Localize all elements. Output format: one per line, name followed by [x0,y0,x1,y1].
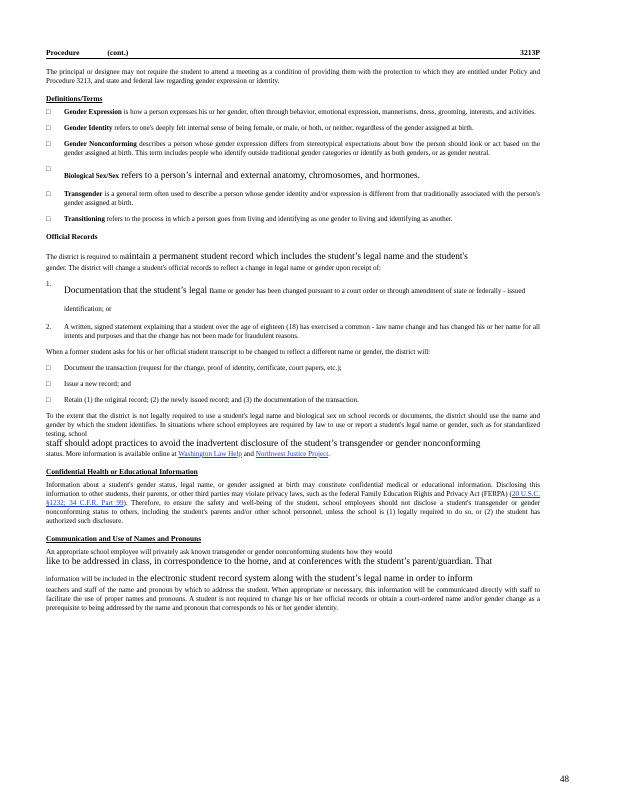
checkbox-bullet-icon: □ [46,364,51,372]
header-procedure: Procedure [46,48,80,57]
official-records-paragraph: The district is required to maintain a permanent student record which includes the student’s legal name and the student's gender. The district will change a student's official records to reflect a change in legal name or gender upon receipt of: [46,252,468,272]
checkbox-bullet-icon: □ [46,108,51,116]
definition-term: Gender Expression [64,108,122,116]
checkbox-bullet-icon: □ [46,165,51,173]
checkbox-bullet-icon: □ [46,215,51,223]
former-student-paragraph: When a former student asks for his or her official student transcript to be changed to reflect a different name or gender, the district will: [46,348,431,356]
document-page [46,48,540,613]
definition-item [46,190,540,208]
numbered-item: 1. Documentation that the student’s legal name or gender has been changed pursuant to a court order or through amendment of state or federally - issued identification; or [46,280,526,313]
page-number: 48 [560,774,569,784]
checkbox-bullet-icon: □ [46,140,51,148]
definition-text: refers to one's deeply felt internal sense of being female, or male, or both, or neither, regardless of the gender assigned at birth. [112,124,474,132]
official-records-heading: Official Records [46,232,98,241]
communication-paragraph: An appropriate school employee will privately ask known transgender or gender nonconforming students how they would like to be addressed in class, in correspondence to the home, and at conferences with the student’s parent/guardian. That information will be included in the electronic student record system along with the student’s legal name in order to inform teachers and staff of the name and pronoun by which to address the student. When appropriate or necessary, this information will be communicated directly with staff to facilitate the use of proper names and pronouns. A student is not required to change his or her official records or obtain a court-ordered name and/or gender change as a prerequisite to being addressed by the name and pronoun that corresponds to his or her gender identity. [46,548,540,612]
definitions-list [46,108,540,224]
checkbox-bullet-icon: □ [46,396,51,404]
definition-item [46,124,540,133]
checkbox-bullet-icon: □ [46,124,51,132]
checkbox-bullet-icon: □ [46,190,51,198]
definition-text: is a general term often used to describe a person whose gender identity and/or expression is different from that traditionally associated with the person's gender assigned at birth. [64,190,540,207]
list-item: □ Retain (1) the original record; (2) the newly issued record; and (3) the documentation of the transaction. [46,396,359,404]
northwest-justice-project-link[interactable]: Northwest Justice Project [255,450,329,458]
list-item: □ Document the transaction (request for the change, proof of identity, certificate, court papers, etc.); [46,364,342,372]
definition-term: Transitioning [64,215,105,223]
numbered-item: 2. A written, signed statement explaining that a student over the age of eighteen (18) has exercised a common - law name change and has changed his or her name for all intents and purposes and that the change has not been made for fraudulent reasons. [46,323,540,340]
legal-name-paragraph: To the extent that the district is not legally required to use a student's legal name and biological sex on school records or documents, the district should use the name and gender by which the student identifies. In situations where school employees are required by law to use or report a student's legal name or gender, such as for standardized testing, school staff should adopt practices to avoid the inadvertent disclosure of the student’s transgender or gender nonconforming status. More information is available online at Washington Law Help and Northwest Justice Project. [46,412,540,458]
definition-text: is how a person expresses his or her gender, often through behavior, emotional expression, mannerisms, dress, grooming, interests, and activities. [121,108,536,116]
definition-term: Gender Nonconforming [64,140,137,148]
checkbox-bullet-icon: □ [46,380,51,388]
definition-term: Biological Sex/Sex [64,172,119,180]
intro-paragraph: The principal or designee may not require the student to attend a meeting as a condition of providing them with the protection to which they are entitled under Policy and Procedure 3213, and state and federal law regarding gender expression or identity. [46,68,540,85]
definition-item [46,108,540,117]
page-header [46,48,540,59]
confidential-paragraph: Information about a student's gender status, legal name, or gender assigned at birth may constitute confidential medical or educational information. Disclosing this information to other students, their parents, or other third parties may violate privacy laws, such as the federal Family Education Rights and Privacy Act (FERPA) (20 U.S.C. §1232; 34 C.F.R. Part 99). Therefore, to ensure the safety and well-being of the student, school employees should not disclose a student's transgender or gender nonconforming status to others, including the student's parents and/or other school personnel, unless the school is (1) legally required to do so, or (2) the student has authorized such disclosure. [46,481,541,525]
list-item: □ Issue a new record; and [46,380,131,388]
definitions-heading: Definitions/Terms [46,94,103,103]
ferpa-citation-link[interactable]: 20 U.S.C. §1232; 34 C.F.R. Part 99 [46,490,540,507]
definition-item [46,140,540,158]
definition-term: Gender Identity [64,124,113,132]
washington-law-help-link[interactable]: Washington Law Help [178,450,242,458]
definition-term: Transgender [64,190,103,198]
confidential-heading: Confidential Health or Educational Information [46,467,198,476]
communication-heading: Communication and Use of Names and Pronouns [46,534,202,543]
header-code: 3213P [520,48,540,57]
definition-text: refers to a person’s internal and external anatomy, chromosomes, and hormones. [118,171,420,181]
definition-text: describes a person whose gender expression differs from stereotypical expectations about how the person should look or act based on the gender assigned at birth. This term includes people who identify outside traditional gender categories or identify as both genders, or as gender neutral. [64,140,540,157]
definition-item [46,165,540,183]
definition-text: refers to the process in which a person goes from living and identifying as one gender to living and identifying as another. [104,215,453,223]
definition-item [46,215,540,224]
header-cont: (cont.) [107,48,129,57]
